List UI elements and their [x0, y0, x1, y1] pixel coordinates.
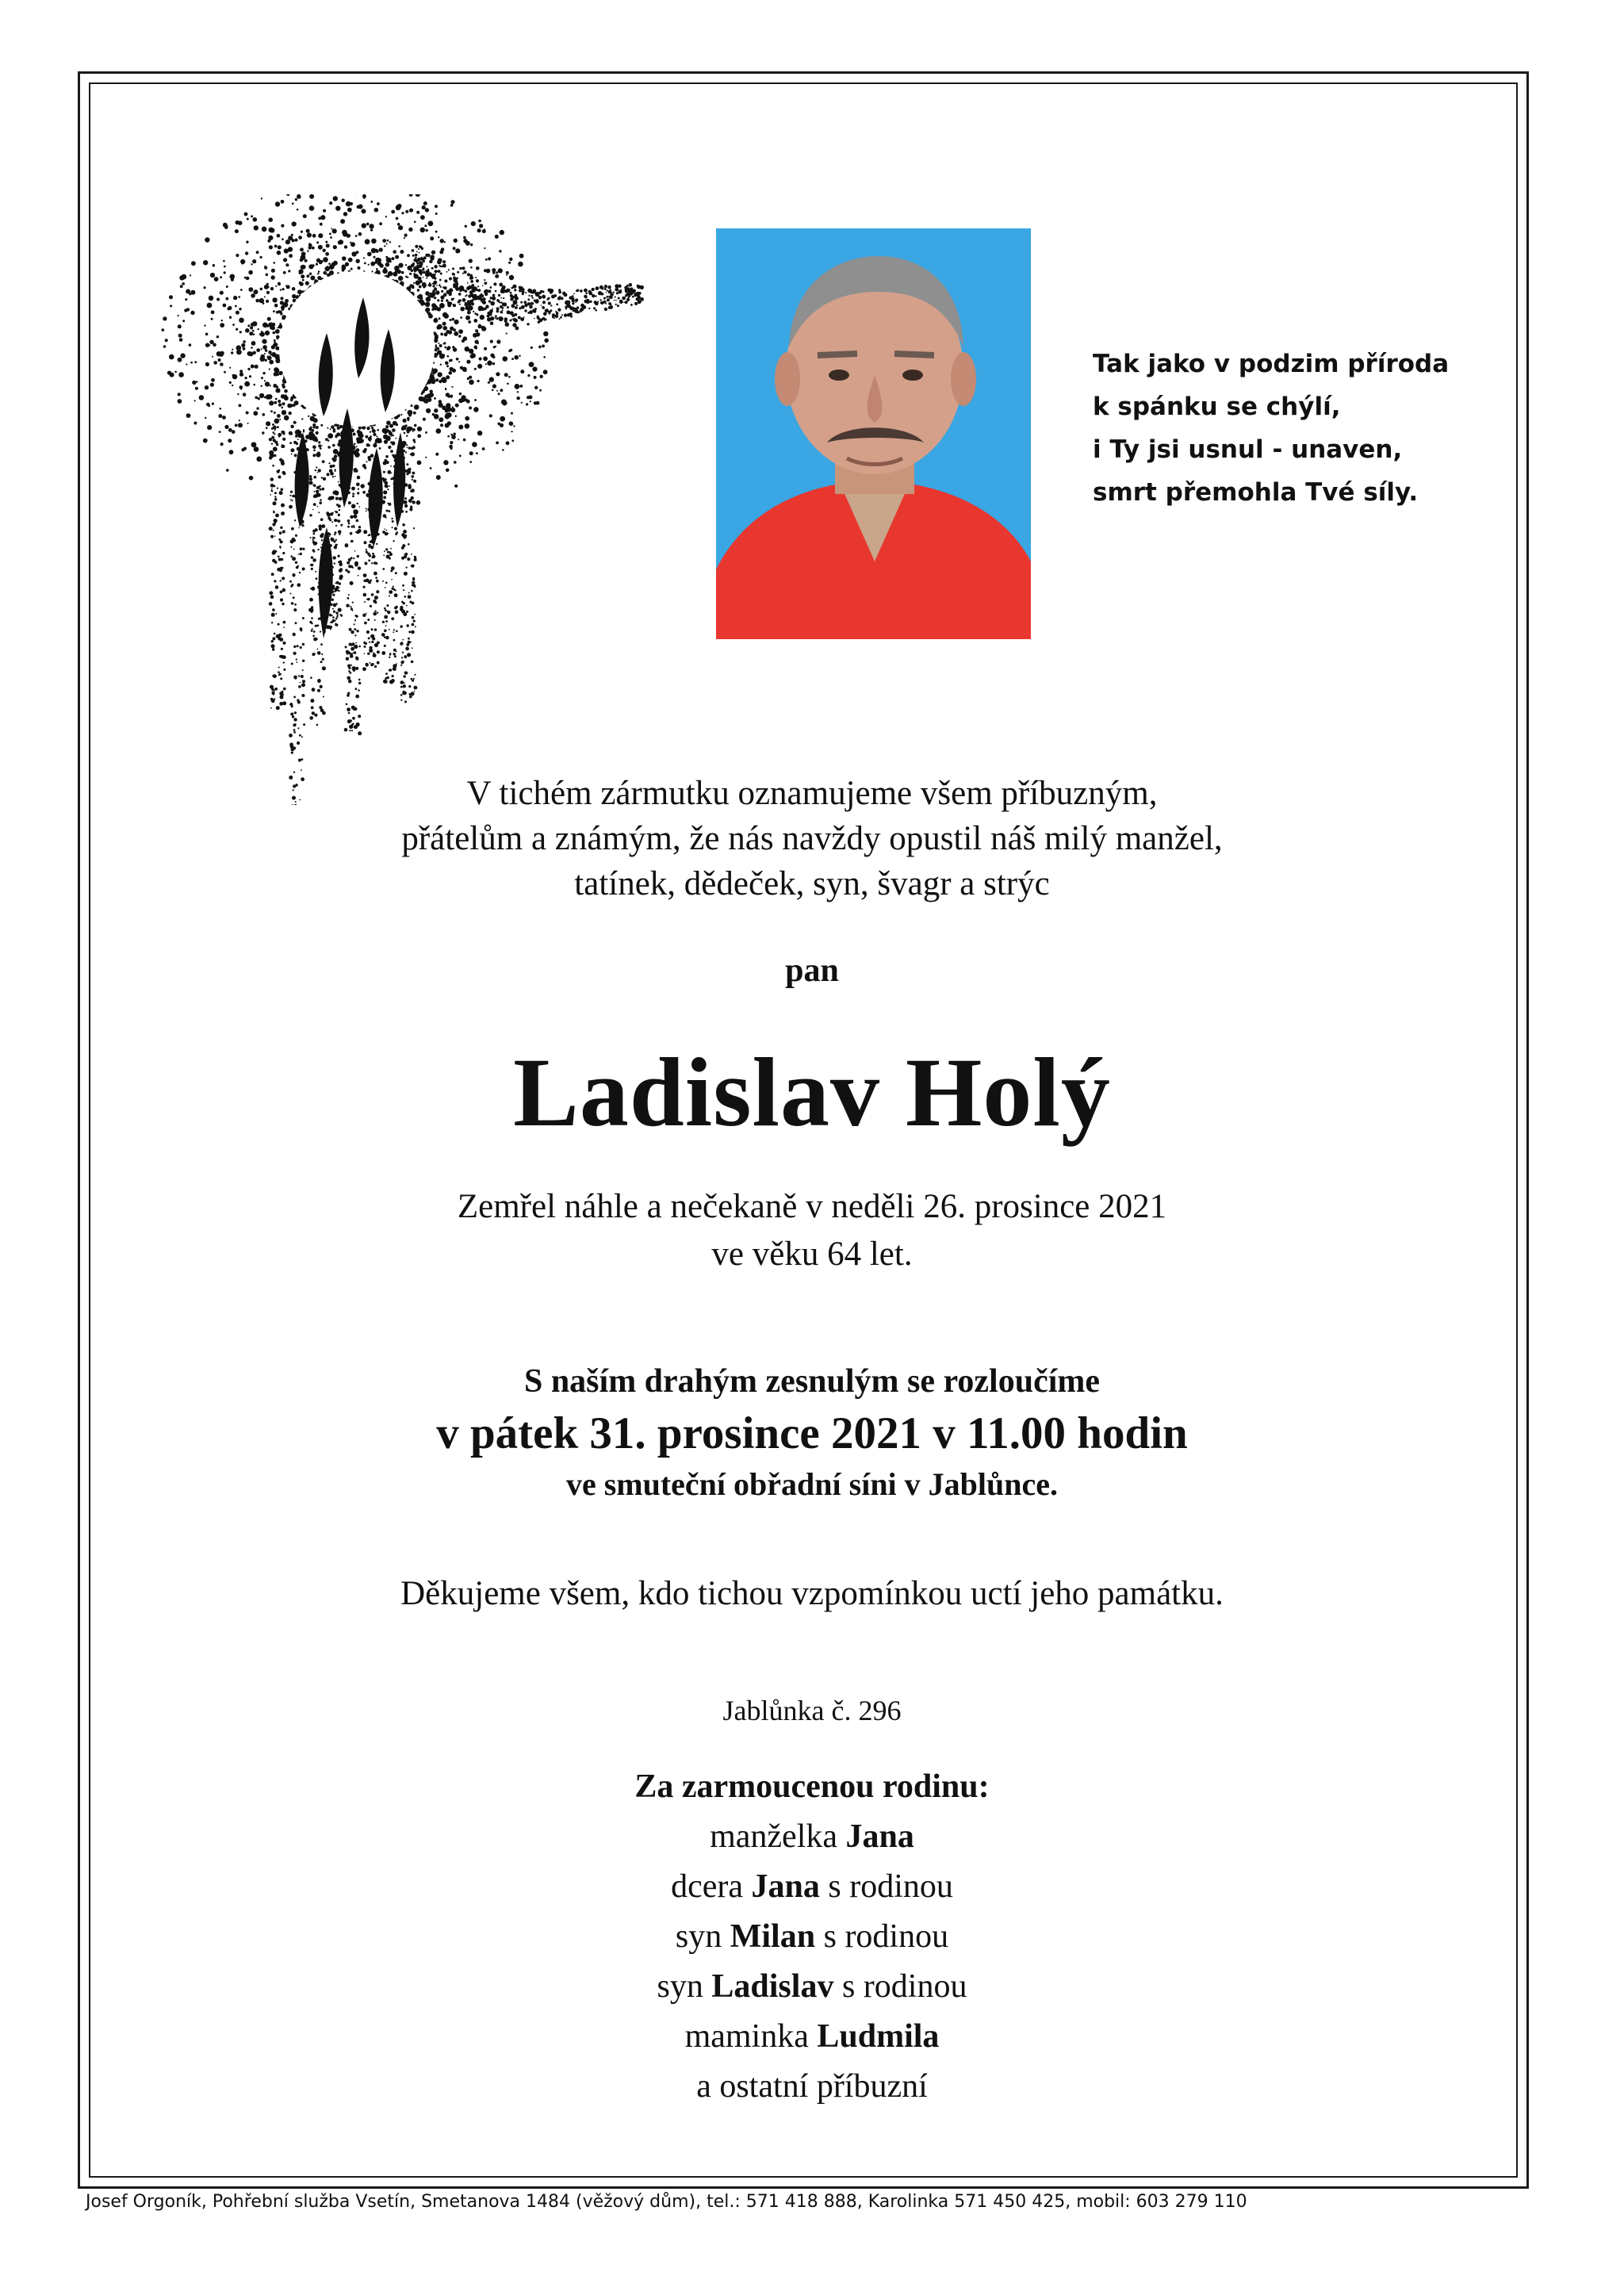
farewell-datetime: v pátek 31. prosince 2021 v 11.00 hodin [436, 1408, 1188, 1458]
member-name: Jana [845, 1818, 914, 1855]
family-member [0, 1912, 1624, 1962]
family-heading: Za zarmoucenou rodinu: [634, 1768, 990, 1805]
member-name: Milan [730, 1918, 816, 1955]
family-member [0, 2062, 1624, 2112]
portrait-photo [716, 228, 1031, 639]
family-member [0, 1862, 1624, 1912]
relation-suffix: s rodinou [833, 1968, 967, 2005]
member-name: Ludmila [817, 2018, 940, 2055]
family-address: Jablůnka č. 296 [722, 1695, 902, 1726]
poem-line: k spánku se chýlí, [1093, 393, 1341, 421]
member-name: Ladislav [711, 1968, 834, 2005]
candle-flame-emblem-icon [159, 194, 674, 805]
poem [1093, 343, 1450, 514]
family-member [0, 1812, 1624, 1862]
poem-line: smrt přemohla Tvé síly. [1093, 478, 1419, 507]
family-member [0, 1962, 1624, 2012]
funeral-service-footer: Josef Orgoník, Pohřební služba Vsetín, Smetanova 1484 (věžový dům), tel.: 571 418 888, Karolinka 571 450 425, mobil: 603 279 110 [86, 2192, 1247, 2212]
relation: maminka [684, 2018, 818, 2055]
family-list [0, 1762, 1624, 2112]
announcement-line: tatínek, dědeček, syn, švagr a strýc [574, 865, 1050, 902]
relation: a ostatní příbuzní [696, 2068, 928, 2105]
farewell-intro: S naším drahým zesnulým se rozloučíme [523, 1363, 1101, 1400]
relation: syn [657, 1968, 712, 2005]
announcement [0, 771, 1624, 906]
announcement-line: přátelům a známým, že nás navždy opustil náš milý manžel, [401, 820, 1223, 857]
death-info-line: ve věku 64 let. [711, 1236, 913, 1273]
death-info [0, 1183, 1624, 1278]
thanks-text: Děkujeme všem, kdo tichou vzpomínkou uctí jeho památku. [400, 1575, 1224, 1612]
relation: dcera [671, 1868, 752, 1905]
relation: syn [675, 1918, 730, 1955]
announcement-line: V tichém zármutku oznamujeme všem příbuzným, [466, 775, 1158, 812]
relation-suffix: s rodinou [815, 1918, 949, 1955]
death-info-line: Zemřel náhle a nečekaně v neděli 26. prosince 2021 [457, 1188, 1167, 1225]
poem-line: Tak jako v podzim příroda [1093, 350, 1450, 378]
farewell-location: ve smuteční obřadní síni v Jablůnce. [565, 1466, 1059, 1502]
salutation: pan [785, 952, 839, 989]
poem-line: i Ty jsi usnul - unaven, [1093, 435, 1403, 464]
member-name: Jana [751, 1868, 820, 1905]
relation-suffix: s rodinou [819, 1868, 953, 1905]
family-member [0, 2012, 1624, 2062]
relation: manželka [710, 1818, 846, 1855]
deceased-name: Ladislav Holý [513, 1038, 1111, 1147]
farewell-info [0, 1358, 1624, 1507]
